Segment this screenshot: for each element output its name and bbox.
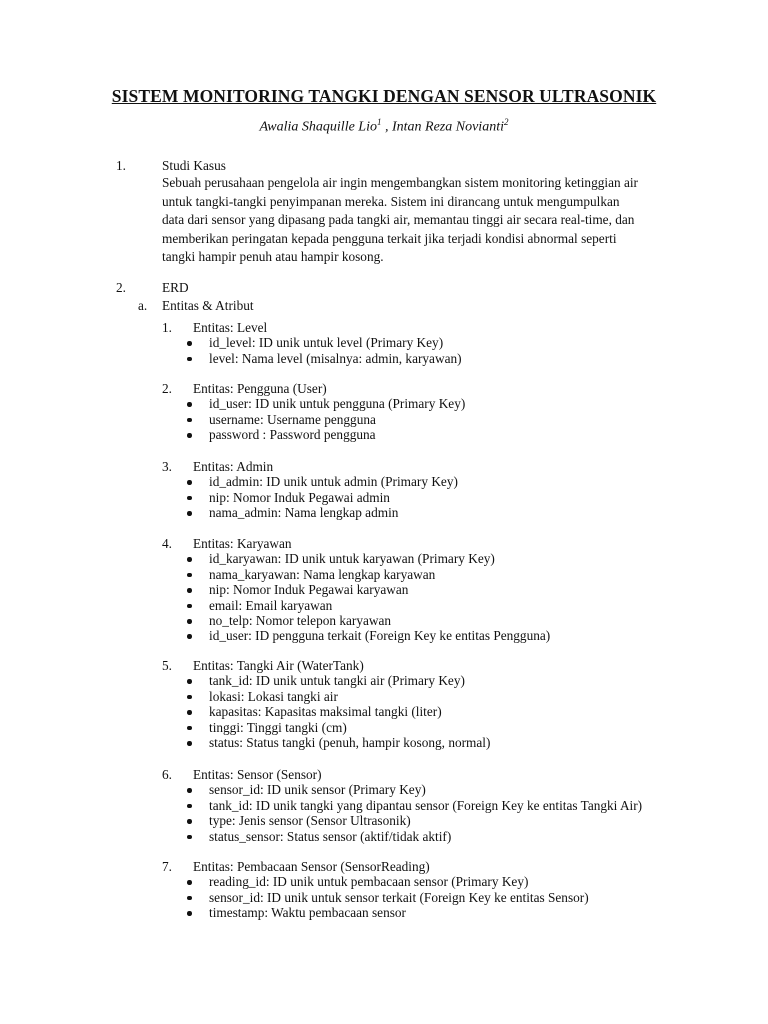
entity-attribute: tank_id: ID unik tangki yang dipantau sensor (Foreign Key ke entitas Tangki Air) bbox=[209, 797, 643, 813]
authors-line bbox=[0, 117, 768, 136]
bullet-icon bbox=[187, 634, 192, 639]
entity-number: 6. bbox=[162, 767, 172, 782]
author-1-affiliation: 1 bbox=[376, 117, 382, 127]
entity-attribute: id_user: ID unik untuk pengguna (Primary Key) bbox=[209, 396, 466, 412]
author-1: Awalia Shaquille Lio bbox=[259, 119, 377, 135]
section-1-number: 1. bbox=[116, 158, 126, 173]
bullet-icon bbox=[187, 819, 192, 824]
entity-attribute: kapasitas: Kapasitas maksimal tangki (liter) bbox=[209, 704, 442, 720]
bullet-icon bbox=[187, 588, 192, 593]
bullet-icon bbox=[187, 418, 192, 423]
bullet-icon bbox=[187, 496, 192, 501]
entity-title: Entitas: Level bbox=[193, 320, 268, 335]
entity-attribute: no_telp: Nomor telepon karyawan bbox=[209, 613, 392, 628]
entity-number: 5. bbox=[162, 658, 172, 673]
entity-title: Entitas: Admin bbox=[193, 459, 274, 474]
bullet-icon bbox=[187, 604, 192, 609]
entity-attribute: id_user: ID pengguna terkait (Foreign Key ke entitas Pengguna) bbox=[209, 628, 551, 644]
bullet-icon bbox=[187, 557, 192, 562]
bullet-icon bbox=[187, 726, 192, 731]
entity-attribute: nama_karyawan: Nama lengkap karyawan bbox=[209, 566, 436, 582]
entity-attribute: nama_admin: Nama lengkap admin bbox=[209, 505, 399, 521]
entity-attribute: id_level: ID unik untuk level (Primary Key) bbox=[209, 335, 444, 351]
entity-attribute: tank_id: ID unik untuk tangki air (Primary Key) bbox=[209, 673, 465, 689]
entity-attribute: lokasi: Lokasi tangki air bbox=[209, 688, 338, 704]
entity-attribute: status_sensor: Status sensor (aktif/tidak aktif) bbox=[209, 828, 452, 844]
bullet-icon bbox=[187, 511, 192, 516]
entity-attribute: reading_id: ID unik untuk pembacaan sensor (Primary Key) bbox=[209, 874, 529, 890]
subsection-a-letter: a. bbox=[138, 298, 148, 313]
bullet-icon bbox=[187, 619, 192, 624]
bullet-icon bbox=[187, 433, 192, 438]
entity-attribute: type: Jenis sensor (Sensor Ultrasonik) bbox=[209, 813, 411, 829]
section-1-heading: Studi Kasus bbox=[162, 158, 226, 173]
section-1-paragraph bbox=[162, 174, 682, 267]
entity-attribute: timestamp: Waktu pembacaan sensor bbox=[209, 905, 406, 921]
paragraph-line: untuk tangki-tangki penyimpanan mereka. Sistem ini dirancang untuk mengumpulkan bbox=[162, 193, 620, 209]
section-2-heading: ERD bbox=[162, 280, 189, 295]
document-title: SISTEM MONITORING TANGKI DENGAN SENSOR ULTRASONIK bbox=[111, 86, 657, 106]
entity-number: 3. bbox=[162, 459, 172, 474]
author-2-affiliation: 2 bbox=[503, 117, 509, 127]
section-2-number: 2. bbox=[116, 280, 126, 295]
entity-attribute: sensor_id: ID unik sensor (Primary Key) bbox=[209, 782, 426, 798]
bullet-icon bbox=[187, 480, 192, 485]
entity-attribute: id_admin: ID unik untuk admin (Primary Key) bbox=[209, 474, 458, 490]
bullet-icon bbox=[187, 357, 192, 362]
author-separator: , bbox=[381, 119, 392, 135]
bullet-icon bbox=[187, 341, 192, 346]
bullet-icon bbox=[187, 710, 192, 715]
bullet-icon bbox=[187, 788, 192, 793]
entity-title: Entitas: Sensor (Sensor) bbox=[193, 767, 322, 782]
entity-title: Entitas: Karyawan bbox=[193, 536, 292, 551]
paragraph-line: data dari sensor yang dipasang pada tangki air, memantau tinggi air secara real-time, dan bbox=[162, 212, 635, 227]
bullet-icon bbox=[187, 896, 192, 901]
bullet-icon bbox=[187, 880, 192, 885]
entity-attribute: password : Password pengguna bbox=[209, 427, 376, 443]
entity-title: Entitas: Pembacaan Sensor (SensorReading) bbox=[193, 859, 430, 874]
subsection-a-heading: Entitas & Atribut bbox=[162, 298, 254, 313]
bullet-icon bbox=[187, 911, 192, 916]
bullet-icon bbox=[187, 741, 192, 746]
bullet-icon bbox=[187, 679, 192, 684]
entity-attribute: nip: Nomor Induk Pegawai admin bbox=[209, 489, 390, 505]
bullet-icon bbox=[187, 402, 192, 407]
bullet-icon bbox=[187, 695, 192, 700]
entity-attribute: level: Nama level (misalnya: admin, karyawan) bbox=[209, 350, 462, 366]
bullet-icon bbox=[187, 835, 192, 840]
bullet-icon bbox=[187, 573, 192, 578]
entity-attribute: status: Status tangki (penuh, hampir kosong, normal) bbox=[209, 735, 491, 750]
paragraph-line: memberikan peringatan kepada pengguna terkait jika terjadi kondisi abnormal seperti bbox=[162, 230, 617, 246]
entity-title: Entitas: Tangki Air (WaterTank) bbox=[193, 658, 364, 673]
entity-attribute: email: Email karyawan bbox=[209, 597, 333, 613]
entity-attribute: username: Username pengguna bbox=[209, 411, 376, 427]
entity-number: 2. bbox=[162, 381, 172, 396]
entity-title: Entitas: Pengguna (User) bbox=[193, 381, 327, 396]
entity-attribute: nip: Nomor Induk Pegawai karyawan bbox=[209, 582, 409, 598]
entity-number: 4. bbox=[162, 536, 172, 551]
bullet-icon bbox=[187, 804, 192, 809]
entity-number: 1. bbox=[162, 320, 172, 335]
paragraph-line: tangki hampir penuh atau hampir kosong. bbox=[162, 249, 384, 264]
entity-attribute: tinggi: Tinggi tangki (cm) bbox=[209, 719, 347, 735]
entity-attribute: id_karyawan: ID unik untuk karyawan (Primary Key) bbox=[209, 551, 495, 567]
entity-number: 7. bbox=[162, 859, 172, 874]
author-2: Intan Reza Novianti bbox=[391, 119, 504, 135]
paragraph-line: Sebuah perusahaan pengelola air ingin mengembangkan sistem monitoring ketinggian air bbox=[162, 175, 638, 190]
entity-attribute: sensor_id: ID unik untuk sensor terkait (Foreign Key ke entitas Sensor) bbox=[209, 889, 589, 905]
